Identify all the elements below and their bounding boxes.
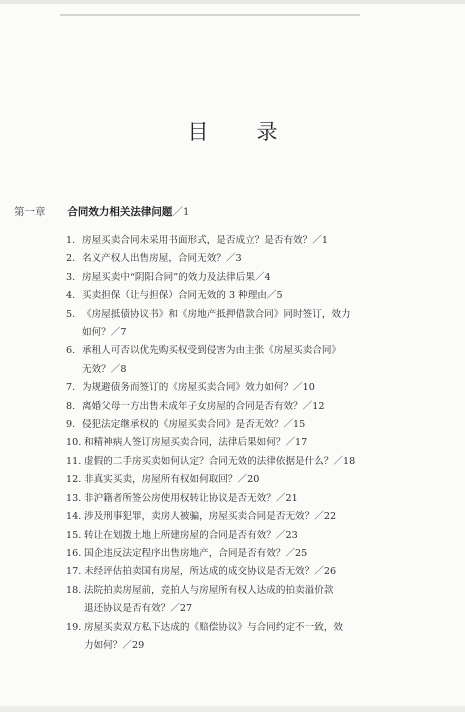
chapter-number: 第一章 [14,206,46,218]
entry-text: 承租人可否以优先购买权受到侵害为由主张《房屋买卖合同》 [82,345,342,357]
entry-text-continued: 无效？／8 [82,363,127,375]
entry-number: 19. [66,621,82,633]
toc-title: 目录 [187,120,326,144]
entry-text: 国企违反法定程序出售房地产，合同是否有效？／25 [84,547,308,559]
bleed-through-line [60,14,360,16]
entry-text: 离婚父母一方出售未成年子女房屋的合同是否有效？／12 [82,400,325,412]
chapter-title: 合同效力相关法律问题 [67,206,173,218]
entry-number: 4. [66,290,76,302]
entry-text: 转让在划拨土地上所建房屋的合同是否有效？／23 [84,529,298,541]
toc-entry[interactable] [66,619,458,656]
entry-text-continued: 退还协议是否有效？／27 [84,603,193,615]
entry-text: 虚假的二手房买卖如何认定？合同无效的法律依据是什么？／18 [84,455,356,467]
toc-entry[interactable] [66,471,458,489]
toc-entry[interactable] [66,582,458,619]
toc-entry[interactable] [66,232,458,250]
chapter-heading [14,204,190,219]
entry-number: 3. [66,271,76,283]
entry-number: 7. [66,382,76,394]
entry-number: 13. [66,492,82,504]
entry-text: 《房屋抵债协议书》和《房地产抵押借款合同》同时签订，效力 [82,308,351,320]
toc-entry[interactable] [66,508,458,526]
entry-text: 未经评估拍卖国有房屋，所达成的成交协议是否无效？／26 [84,566,337,578]
entry-text: 房屋买卖中“阴阳合同”的效力及法律后果／4 [82,271,271,283]
entry-text: 侵犯法定继承权的《房屋买卖合同》是否无效？／15 [82,419,306,431]
toc-entry[interactable] [66,453,458,471]
entry-number: 1. [66,235,76,246]
entry-text: 名义产权人出售房屋，合同无效？／3 [82,253,242,265]
entry-number: 9. [66,419,76,431]
toc-entry-list [66,232,458,655]
entry-text-continued: 如何？／7 [82,327,127,339]
toc-entry[interactable] [66,527,458,545]
entry-number: 18. [66,584,82,596]
entry-text: 房屋买卖双方私下达成的《赔偿协议》与合同约定不一致，效 [84,621,344,633]
top-page-edge [0,0,465,4]
toc-entry[interactable] [66,269,458,287]
toc-entry[interactable] [66,545,458,563]
toc-entry[interactable] [66,306,458,343]
toc-entry[interactable] [66,434,458,452]
entry-text: 涉及刑事犯罪，卖房人被骗，房屋买卖合同是否无效？／22 [84,511,337,523]
bottom-page-edge [0,706,465,712]
toc-entry[interactable] [66,342,458,379]
entry-number: 8. [66,400,76,412]
toc-entry[interactable] [66,379,458,397]
toc-entry[interactable] [66,563,458,581]
entry-number: 11. [66,455,82,467]
toc-entry[interactable] [66,490,458,508]
toc-entry[interactable] [66,416,458,434]
entry-text: 非沪籍者所签公房使用权转让协议是否无效？／21 [84,492,298,504]
entry-number: 14. [66,511,82,523]
entry-text: 法院拍卖房屋前，竞拍人与房屋所有权人达成的拍卖溢价款 [84,584,334,596]
entry-number: 6. [66,345,76,357]
entry-number: 15. [66,529,82,541]
entry-number: 12. [66,474,82,486]
entry-text: 买卖担保（让与担保）合同无效的 3 种理由／5 [82,290,283,302]
toc-entry[interactable] [66,287,458,305]
entry-text-continued: 力如何？／29 [84,639,145,651]
entry-text: 房屋买卖合同未采用书面形式，是否成立？是否有效？／1 [82,235,328,246]
entry-number: 10. [66,437,82,449]
entry-number: 16. [66,547,82,559]
toc-entry[interactable] [66,250,458,268]
entry-number: 17. [66,566,82,578]
toc-entry[interactable] [66,398,458,416]
entry-text: 为规避债务而签订的《房屋买卖合同》效力如何？／10 [82,382,315,394]
entry-text: 和精神病人签订房屋买卖合同，法律后果如何？／17 [84,437,308,449]
entry-number: 2. [66,253,76,265]
entry-number: 5. [66,308,76,320]
chapter-page: ／1 [172,206,190,218]
entry-text: 非真实买卖，房屋所有权如何取回？／20 [84,474,260,486]
